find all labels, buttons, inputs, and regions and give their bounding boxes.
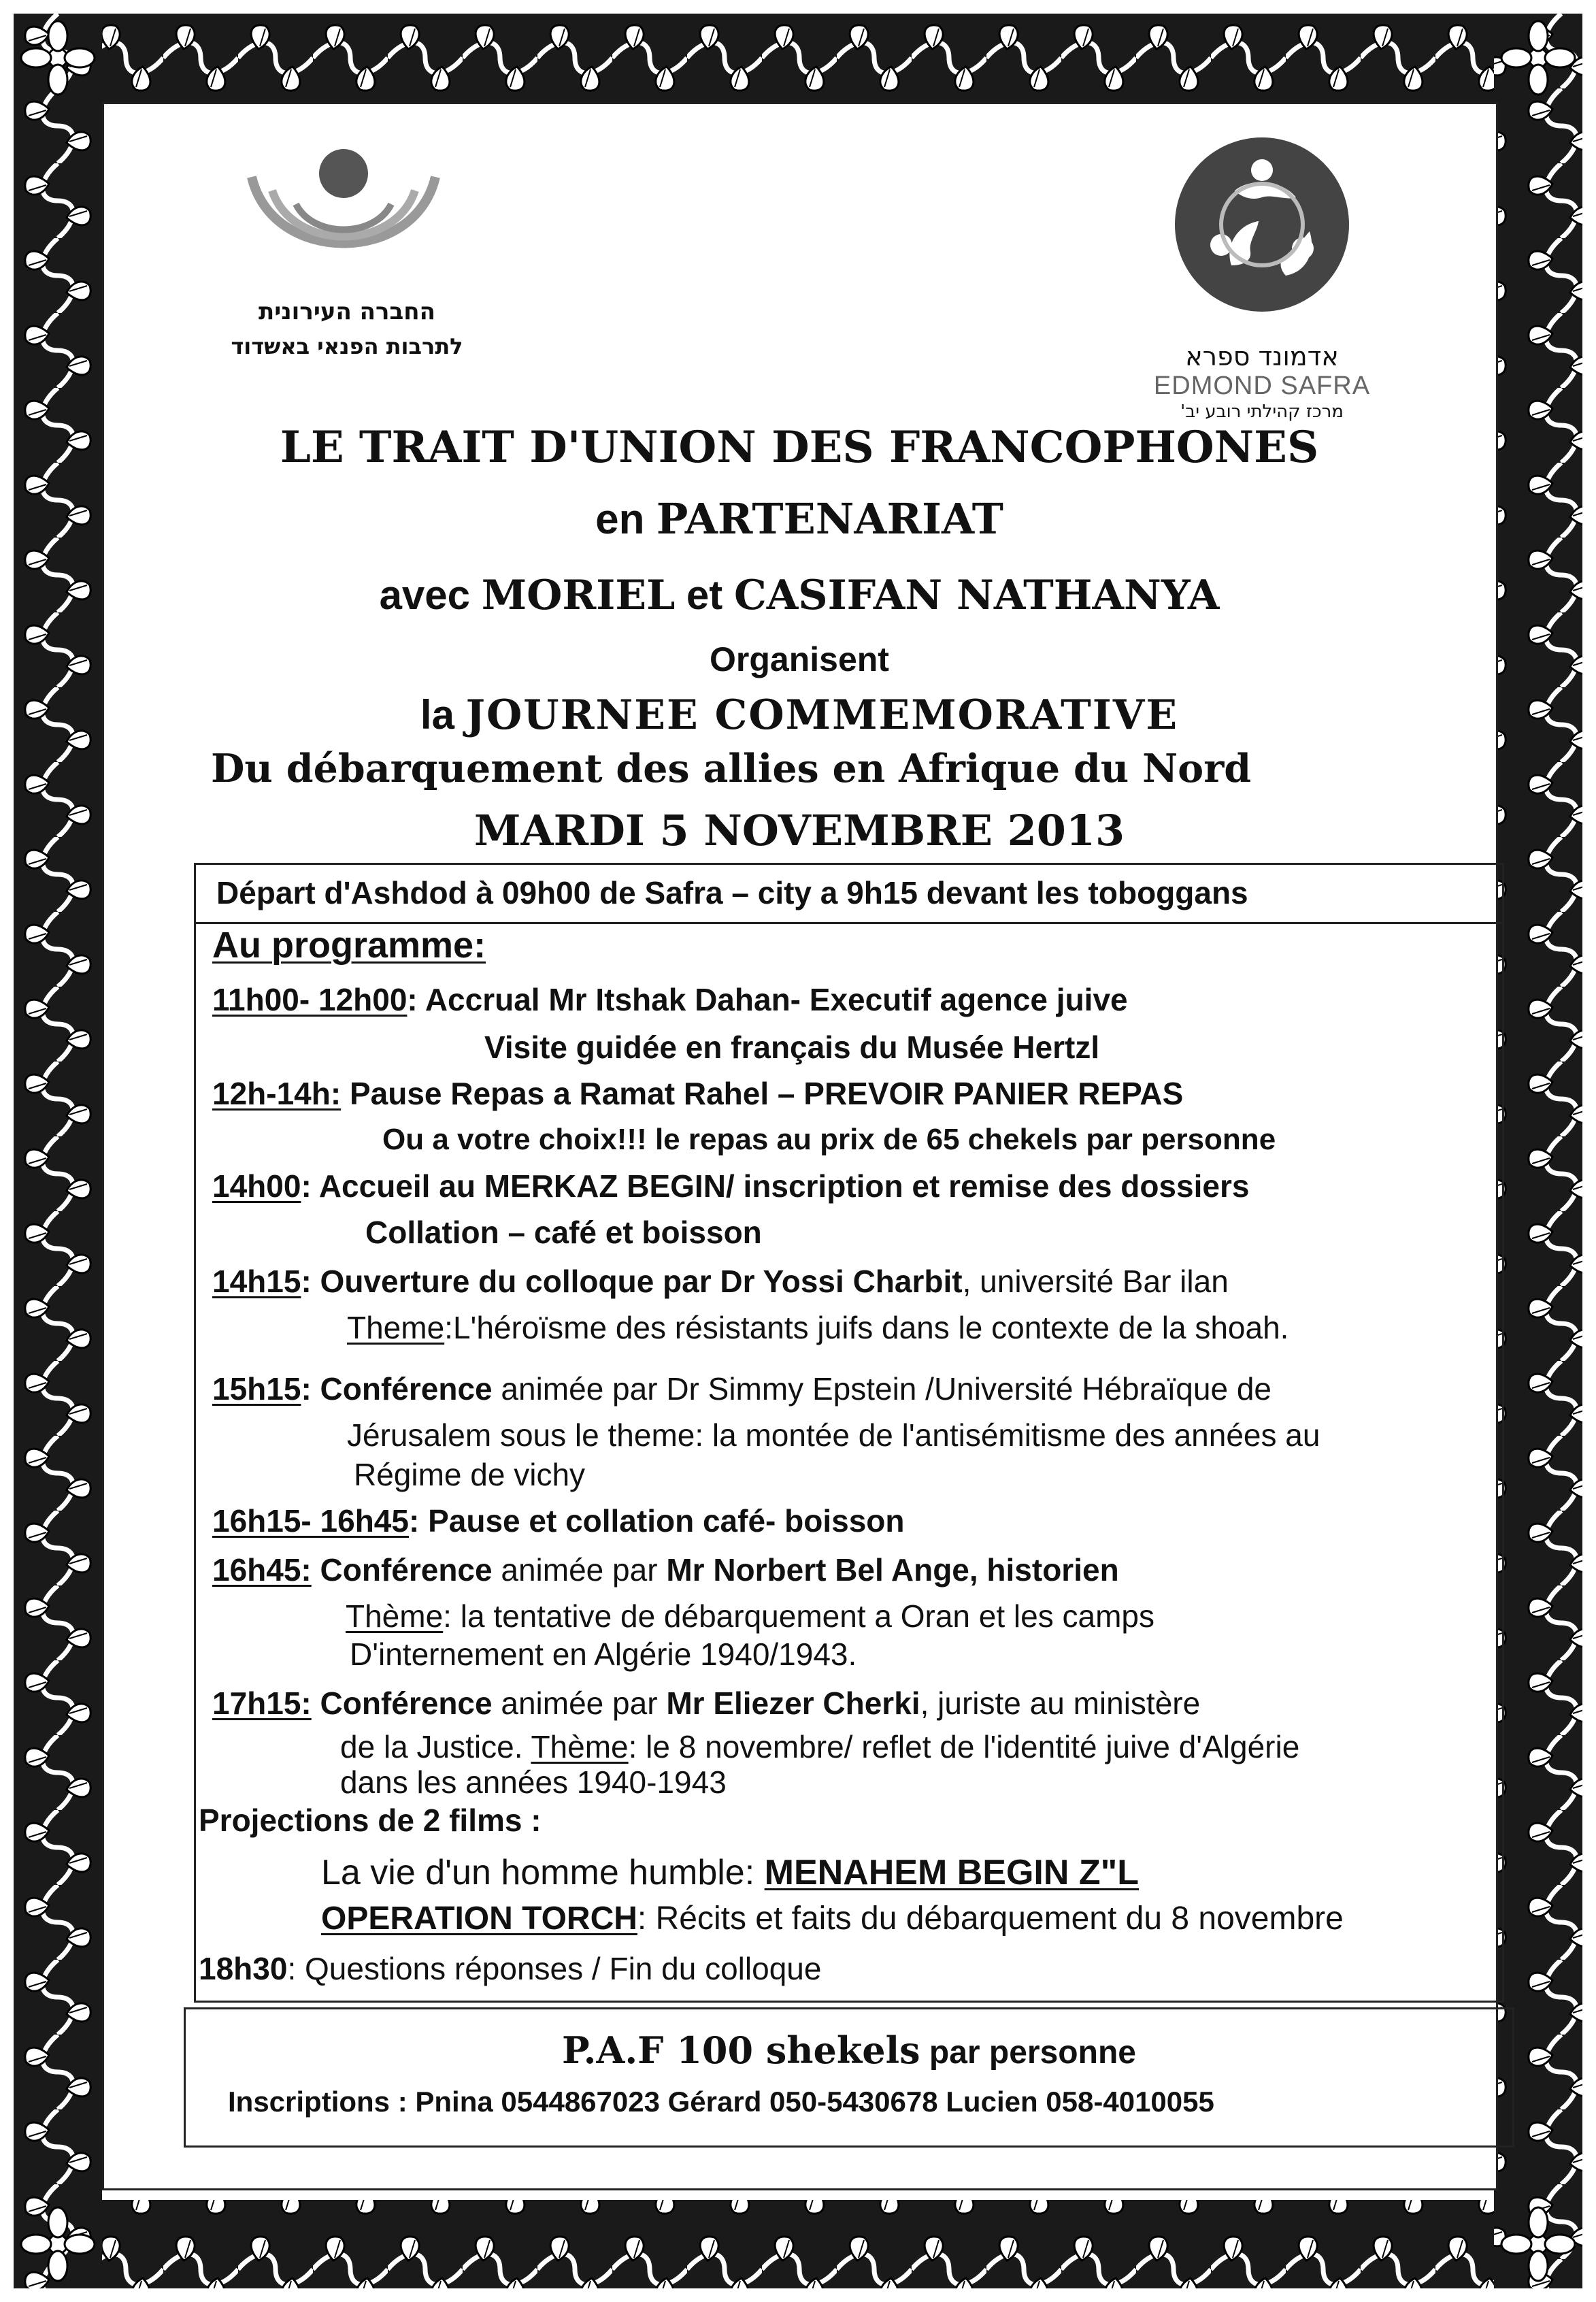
theme-label: Theme (347, 1310, 445, 1345)
program-item-4-theme (347, 1309, 1289, 1346)
paf-per-person: par personne (920, 2035, 1136, 2071)
footer-box (184, 2007, 1514, 2148)
program-item-8 (212, 1685, 1200, 1722)
program-item-2-line2 (382, 1123, 1276, 1157)
header-debarquement: Du débarquement des allies en Afrique du Nord (211, 746, 1252, 791)
program-item-7-theme (346, 1598, 1154, 1634)
item-price: le repas au prix de 65 chekels par personne (654, 1123, 1276, 1156)
ashdod-culture-logo (231, 136, 449, 293)
header-title-line3 (272, 572, 1327, 619)
theme-label: Thème (531, 1729, 629, 1764)
item-time: 16h15- 16h45 (212, 1503, 409, 1539)
program-item-7-line3: D'internement en Algérie 1940/1943. (350, 1637, 857, 1672)
program-item-7 (212, 1551, 1119, 1588)
header-journee (340, 691, 1259, 739)
item-text: animée par (492, 1552, 667, 1588)
left-logo-hebrew-line1: החברה העירונית (259, 298, 435, 325)
program-item-1-line2: Visite guidée en français du Musée Hertzl (484, 1030, 1100, 1065)
header-moriel: MORIEL (481, 572, 676, 619)
program-title: Au programme: (212, 925, 486, 966)
paf-amount: P.A.F 100 shekels (562, 2028, 920, 2072)
header-organisent: Organisent (710, 640, 889, 678)
film-1-title: MENAHEM BEGIN Z"L (764, 1853, 1140, 1892)
theme-text: :L'héroïsme des résistants juifs dans le contexte de la shoah. (444, 1310, 1289, 1345)
item-sep: : (301, 1371, 312, 1407)
program-item-5-line2: Jérusalem sous le theme: la montée de l'antisémitisme des années au (347, 1417, 1320, 1453)
item-text-bold: Ouverture du colloque par Dr Yossi Charbit (311, 1264, 963, 1299)
program-item-6 (212, 1502, 904, 1539)
item-text: animée par (492, 1686, 667, 1721)
program-item-3-line2: Collation – café et boisson (365, 1215, 762, 1250)
theme-text: : le 8 novembre/ reflet de l'identité juive d'Algérie (628, 1729, 1300, 1764)
program-item-3 (212, 1168, 1249, 1204)
right-logo-hebrew-line2: מרכז קהילתי רובע יב' (1180, 401, 1344, 422)
item-text-bold: Conférence (311, 1686, 493, 1721)
header-journee-title: JOURNEE COMMEMORATIVE (465, 691, 1179, 739)
program-item-8-line2 (340, 1728, 1299, 1765)
item-text-bold: Conférence (311, 1371, 493, 1407)
item-text: animée par Dr Simmy Epstein /Université Hébraïque de (492, 1371, 1271, 1407)
film-2-title: OPERATION TORCH (321, 1901, 637, 1937)
header-avec: avec (379, 572, 471, 618)
item-time: 14h15 (212, 1264, 301, 1299)
program-item-4 (212, 1263, 1229, 1300)
departure-box (194, 863, 1504, 924)
left-logo-hebrew-line2: לתרבות הפנאי באשדוד (231, 333, 463, 359)
inscriptions-contacts: Inscriptions : Pnina 0544867023 Gérard 050-5430678 Lucien 058-4010055 (228, 2086, 1214, 2118)
header-title-line1: LE TRAIT D'UNION DES FRANCOPHONES (280, 422, 1319, 473)
film-1-prefix: La vie d'un homme humble: (321, 1853, 765, 1892)
program-item-1 (212, 981, 1128, 1018)
program-item-8-line3: dans les années 1940-1943 (340, 1764, 727, 1800)
header-la: la (420, 692, 454, 738)
item-speaker: Mr Norbert Bel Ange, historien (666, 1552, 1119, 1588)
item-time: 12h-14h: (212, 1076, 342, 1111)
event-date: MARDI 5 NOVEMBRE 2013 (473, 806, 1125, 855)
right-logo-hebrew-line1: אדמונד ספרא (1185, 342, 1339, 372)
item-sep: : (301, 1264, 312, 1299)
paf-price (186, 2028, 1512, 2072)
header-title-line2 (408, 494, 1191, 544)
header-et: et (686, 572, 723, 618)
program-item-5-line3: Régime de vichy (354, 1457, 586, 1492)
right-logo-latin: EDMOND SAFRA (1153, 372, 1371, 400)
item-text: , université Bar ilan (962, 1264, 1229, 1299)
theme-text: : la tentative de débarquement a Oran et les camps (443, 1598, 1154, 1634)
item-text: de la Justice. (340, 1729, 531, 1764)
item-time: 14h00 (212, 1168, 301, 1204)
item-time: 15h15 (212, 1371, 301, 1407)
item-time: 16h45: (212, 1552, 312, 1588)
item-time: 17h15: (212, 1686, 312, 1721)
header-partenariat: PARTENARIAT (656, 494, 1003, 544)
item-text-bold: Conférence (311, 1552, 493, 1588)
item-time: 18h30 (199, 1951, 288, 1986)
item-sep: : (301, 1168, 312, 1204)
film-2-text: : Récits et faits du débarquement du 8 novembre (637, 1901, 1344, 1937)
film-2 (321, 1900, 1344, 1937)
item-time: 11h00- 12h00 (212, 982, 408, 1017)
header-en: en (595, 496, 645, 543)
film-1 (321, 1852, 1139, 1893)
header-casifan: CASIFAN NATHANYA (733, 572, 1220, 619)
item-choice: Ou a votre choix!!! (382, 1123, 655, 1156)
item-sep: : (407, 982, 418, 1017)
item-speaker: Mr Eliezer Cherki (666, 1686, 920, 1721)
item-text: Pause Repas a Ramat Rahel – PREVOIR PANIER REPAS (341, 1076, 1184, 1111)
item-sep: : (408, 1503, 420, 1539)
item-text-2: , juriste au ministère (920, 1686, 1201, 1721)
edmond-safra-logo (1170, 129, 1354, 333)
item-text: Accrual Mr Itshak Dahan- Executif agence juive (417, 982, 1128, 1017)
theme-label: Thème (346, 1598, 444, 1634)
program-item-2 (212, 1075, 1183, 1112)
program-item-5 (212, 1370, 1271, 1407)
item-text: Accueil au MERKAZ BEGIN/ inscription et remise des dossiers (311, 1168, 1250, 1204)
departure-text: Départ d'Ashdod à 09h00 de Safra – city a 9h15 devant les toboggans (216, 875, 1248, 910)
item-text: : Questions réponses / Fin du colloque (287, 1951, 822, 1986)
program-last-item (199, 1950, 821, 1987)
item-text: Pause et collation café- boisson (419, 1503, 905, 1539)
projections-title: Projections de 2 films : (199, 1803, 542, 1838)
